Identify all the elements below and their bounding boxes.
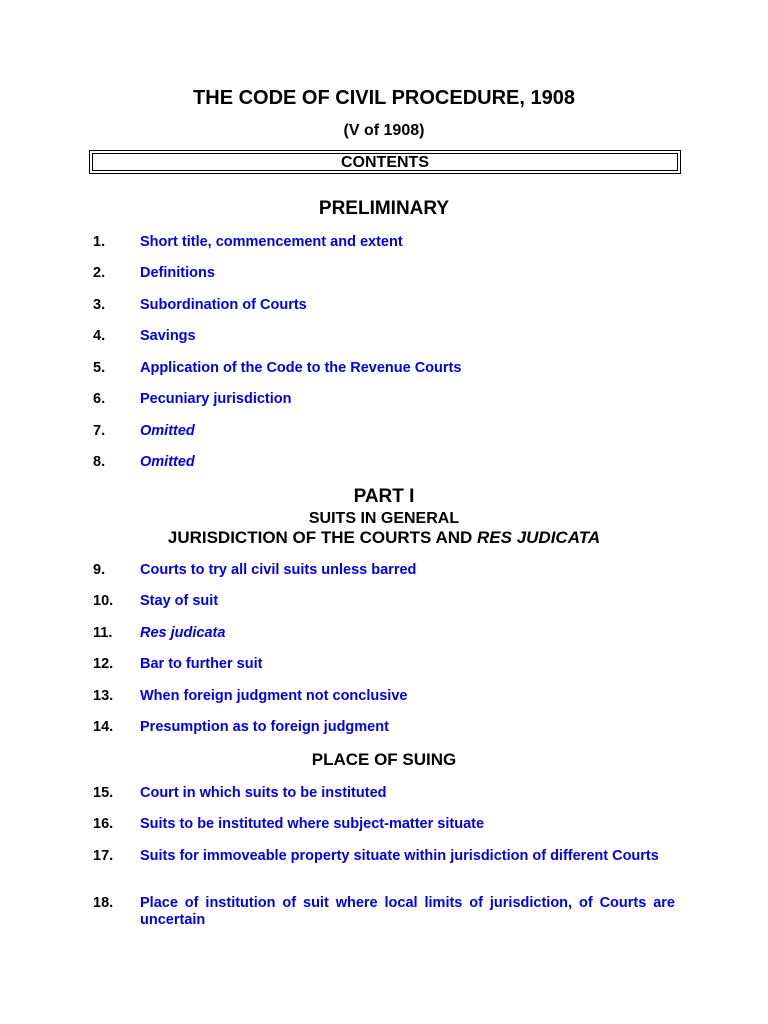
subheading-suits-in-general: SUITS IN GENERAL bbox=[308, 510, 460, 527]
heading-part-1: PART I bbox=[353, 486, 415, 507]
item-number: 1. bbox=[93, 234, 106, 250]
item-number: 14. bbox=[93, 719, 114, 735]
subheading-jurisdiction-text: JURISDICTION OF THE COURTS AND bbox=[167, 528, 478, 547]
item-number: 6. bbox=[93, 391, 106, 407]
item-link[interactable]: Bar to further suit bbox=[140, 656, 263, 672]
item-number: 12. bbox=[93, 656, 114, 672]
item-link[interactable]: Application of the Code to the Revenue Courts bbox=[140, 360, 462, 376]
item-link[interactable]: Res judicata bbox=[140, 625, 226, 641]
item-number: 3. bbox=[93, 297, 106, 313]
subheading-jurisdiction bbox=[0, 528, 768, 548]
item-link[interactable]: Omitted bbox=[140, 423, 195, 439]
item-link[interactable]: Suits to be instituted where subject-matter situate bbox=[140, 816, 485, 832]
item-number: 5. bbox=[93, 360, 106, 376]
item-number: 18. bbox=[93, 895, 114, 911]
item-number: 17. bbox=[93, 848, 114, 864]
item-link[interactable]: Stay of suit bbox=[140, 593, 219, 609]
item-link[interactable]: Definitions bbox=[140, 265, 215, 281]
heading-preliminary: PRELIMINARY bbox=[318, 198, 450, 219]
contents-box bbox=[89, 150, 681, 174]
heading-place-of-suing: PLACE OF SUING bbox=[311, 750, 457, 769]
item-number: 11. bbox=[93, 625, 113, 641]
item-number: 13. bbox=[93, 688, 114, 704]
item-number: 7. bbox=[93, 423, 106, 439]
contents-label: CONTENTS bbox=[92, 153, 678, 171]
item-link[interactable]: Pecuniary jurisdiction bbox=[140, 391, 292, 407]
item-number: 16. bbox=[93, 816, 114, 832]
item-number: 2. bbox=[93, 265, 106, 281]
item-number: 8. bbox=[93, 454, 106, 470]
item-link[interactable]: Suits for immoveable property situate within jurisdiction of different Courts bbox=[140, 848, 659, 864]
item-number: 9. bbox=[93, 562, 106, 578]
item-link[interactable]: Courts to try all civil suits unless barred bbox=[140, 562, 417, 578]
item-link[interactable]: When foreign judgment not conclusive bbox=[140, 688, 408, 704]
item-number: 10. bbox=[93, 593, 114, 609]
item-link[interactable]: Short title, commencement and extent bbox=[140, 234, 403, 250]
item-number: 15. bbox=[93, 785, 114, 801]
item-link[interactable]: Place of institution of suit where local limits of jurisdiction, of Courts are uncertain bbox=[140, 895, 675, 928]
item-number: 4. bbox=[93, 328, 106, 344]
item-link[interactable]: Court in which suits to be instituted bbox=[140, 785, 387, 801]
item-link[interactable]: Omitted bbox=[140, 454, 195, 470]
item-link[interactable]: Savings bbox=[140, 328, 196, 344]
document-subtitle: (V of 1908) bbox=[343, 122, 425, 139]
item-link[interactable]: Subordination of Courts bbox=[140, 297, 307, 313]
subheading-res-judicata: RES JUDICATA bbox=[477, 528, 601, 547]
item-link[interactable]: Presumption as to foreign judgment bbox=[140, 719, 389, 735]
document-title: THE CODE OF CIVIL PROCEDURE, 1908 bbox=[193, 87, 575, 109]
